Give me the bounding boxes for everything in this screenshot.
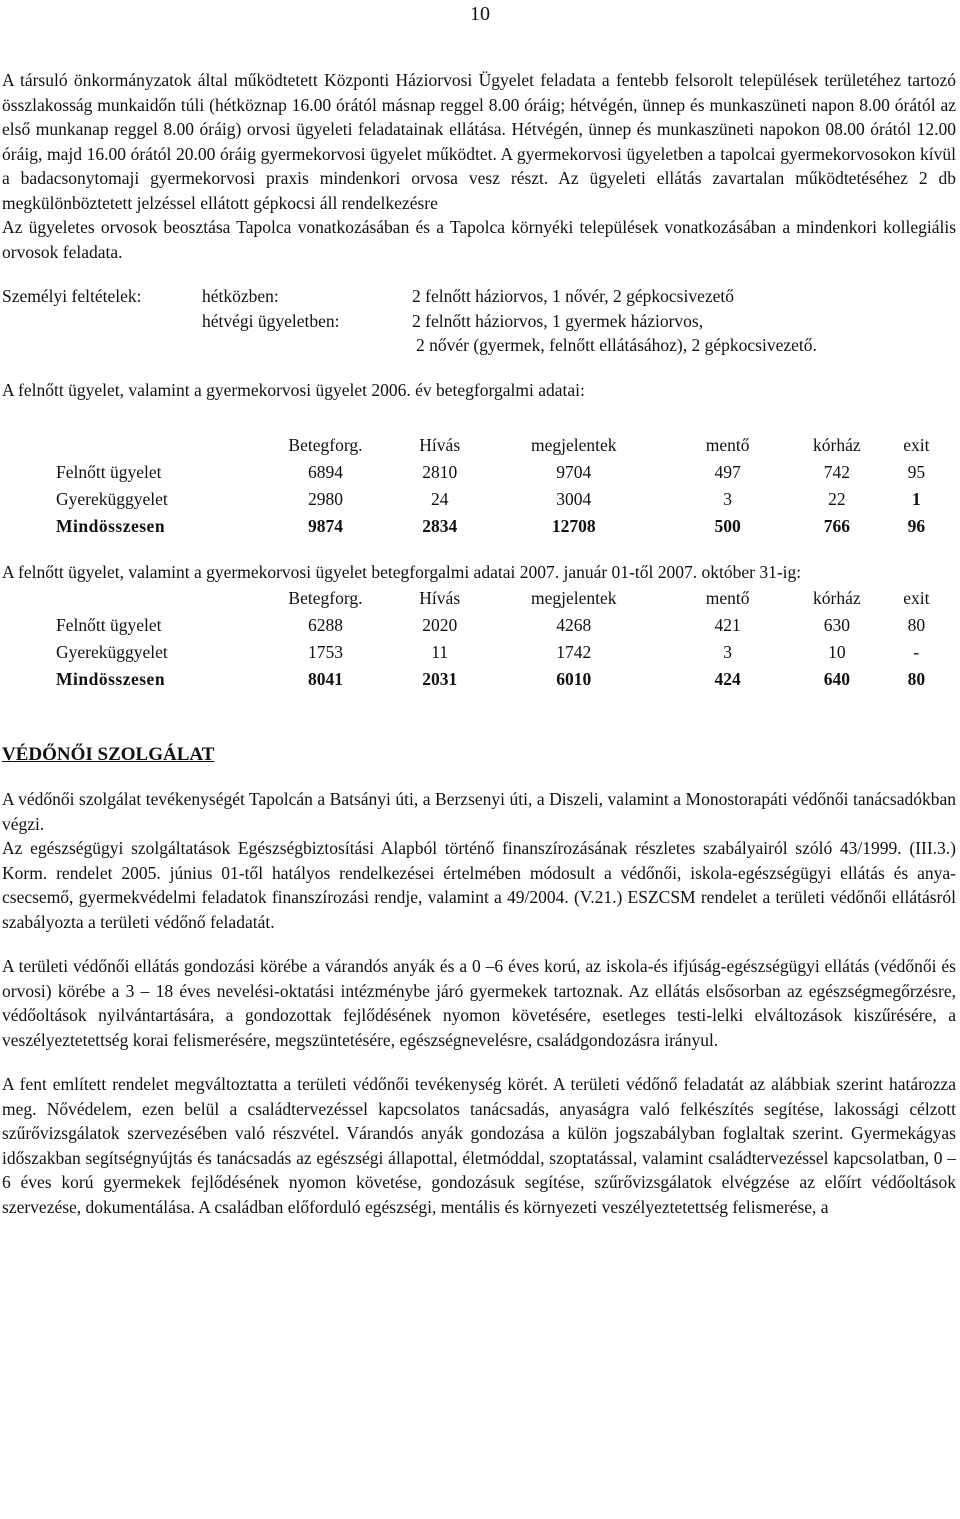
table-cell: 424 — [714, 668, 741, 689]
table-header-row — [56, 585, 956, 612]
table-cell: - — [913, 641, 920, 662]
column-header: exit — [903, 587, 930, 608]
table-cell: 1742 — [556, 641, 592, 662]
table-row — [56, 459, 956, 486]
table-cell: 9704 — [556, 462, 592, 482]
table-cell: 2834 — [422, 516, 458, 536]
row-label: Felnőtt ügyelet — [56, 462, 162, 482]
table-cell: 96 — [907, 516, 926, 536]
table-row — [56, 612, 956, 639]
column-header: Betegforg. — [288, 435, 363, 455]
table-row — [56, 639, 956, 666]
staff-text: 2 felnőtt háziorvos, 1 nővér, 2 gépkocsivezető — [412, 286, 734, 306]
table-cell: 2031 — [422, 668, 458, 689]
table-cell: 4268 — [556, 614, 592, 635]
staff-row — [2, 333, 956, 358]
table-cell: 80 — [907, 668, 926, 689]
table-cell: 3004 — [556, 489, 592, 509]
column-header: Hívás — [419, 587, 461, 608]
table1-caption: A felnőtt ügyelet, valamint a gyermekorvosi ügyelet 2006. év betegforgalmi adatai: — [2, 379, 585, 400]
row-label: Gyereküggyelet — [56, 641, 168, 662]
column-header: Hívás — [419, 435, 461, 455]
table-cell: 12708 — [551, 516, 596, 536]
table-cell: 11 — [431, 641, 449, 662]
staff-section — [2, 284, 956, 358]
body-paragraph: A védőnői szolgálat tevékenységét Tapolcán a Batsányi úti, a Berzsenyi úti, a Diszeli, valamint a Monostorapáti védőnői tanácsadókban végzi. — [2, 789, 956, 834]
stats-table-2006 — [56, 432, 956, 540]
table-total-row — [56, 513, 956, 540]
column-header: mentő — [705, 435, 750, 455]
table-cell: 9874 — [307, 516, 343, 536]
row-label: Gyereküggyelet — [56, 489, 168, 509]
table-cell: 22 — [828, 489, 846, 509]
page-content — [2, 68, 956, 1219]
column-header: megjelentek — [531, 587, 617, 608]
table-cell: 1753 — [307, 641, 343, 662]
table-total-row — [56, 666, 956, 693]
table-cell: 8041 — [307, 668, 343, 689]
page-number: 10 — [470, 3, 490, 25]
column-header: mentő — [705, 587, 750, 608]
staff-row — [2, 309, 956, 334]
column-header: megjelentek — [531, 435, 617, 455]
table-cell: 6288 — [307, 614, 343, 635]
table-cell: 421 — [714, 614, 741, 635]
table-cell: 95 — [907, 462, 926, 482]
table-cell: 3 — [723, 489, 733, 509]
body-paragraph: A fent említett rendelet megváltoztatta a területi védőnői tevékenység körét. A területi védőnő feladatát az alábbiak szerint határozza meg. Nővédelem, ezen belül a családtervezéssel kapcsolatos tanácsadás, anyaságra való felkészítés segítése, lakossági célzott szűrővizsgálatok szervezésében való részvétel. Várandós anyák gondozása a külön jogszabályban foglaltak szerint. Gyermekágyas időszakban segítségnyújtás és tanácsadás az egészségi állapottal, életmóddal, szoptatással, valamint családtervezéssel kapcsolatban, 0 – 6 éves korú gyermekek fejlődésének nyomon követése, gondozásuk segítése, szűrővizsgálatok elvégzése az előírt védőoltások szervezése, dokumentálása. A családban előforduló egészségi, mentális és környezeti veszélyeztetettség felismerése, a — [2, 1074, 956, 1217]
table-cell: 6010 — [556, 668, 592, 689]
staff-text: 2 felnőtt háziorvos, 1 gyermek háziorvos, — [412, 310, 704, 331]
staff-row — [2, 284, 956, 309]
row-label: Mindösszesen — [56, 668, 166, 689]
column-header: Betegforg. — [288, 587, 363, 608]
staff-label: Személyi feltételek: — [2, 286, 142, 306]
stats-table-2007 — [56, 585, 956, 693]
staff-text: 2 nővér (gyermek, felnőtt ellátásához), 2 gépkocsivezető. — [416, 335, 817, 355]
row-label: Felnőtt ügyelet — [56, 614, 162, 635]
staff-when: hétvégi ügyeletben: — [202, 310, 340, 331]
table-cell: 3 — [723, 641, 733, 662]
column-header: kórház — [813, 435, 861, 455]
table-cell: 2810 — [422, 462, 458, 482]
row-label: Mindösszesen — [56, 516, 166, 536]
table-cell: 1 — [911, 489, 921, 509]
table-cell: 24 — [430, 489, 449, 509]
column-header: exit — [903, 435, 930, 455]
body-paragraph: Az egészségügyi szolgáltatások Egészségbiztosítási Alapból történő finanszírozásának részletes szabályairól szóló 43/1999. (III.3.) Korm. rendelet 2005. június 01-től hatályos rendelkezései értelmében módosult a védőnői, iskola-egészségügyi ellátás és anya-csecsemő, gyermekvédelmi feladatok finanszírozási rendje, valamint a 49/2004. (V.21.) ESZCSM rendelet a területi védőnői ellátásról szabályozta a területi védőnő feladatát. — [2, 838, 956, 932]
table-header-row — [56, 432, 956, 459]
table-cell: 80 — [907, 614, 926, 635]
section-heading: VÉDŐNŐI SZOLGÁLAT — [2, 743, 215, 765]
body-paragraph: A területi védőnői ellátás gondozási körébe a várandós anyák és a 0 –6 éves korú, az iskola-és ifjúság-egészségügyi ellátás (védőnői és orvosi) körébe a 3 – 18 éves nevelési-oktatási intézménybe járó gyermekek tartoznak. Az ellátás elsősorban az egészségmegőrzésre, védőoltások nyilvántartására, a gondozottak fejlődésének nyomon követésére, esetleges testi-lelki elváltozások kiszűrésére, a veszélyeztetettség korai felismerésére, megszüntetésére, egészségnevelésre, családgondozásra irányul. — [2, 956, 956, 1050]
table-cell: 766 — [823, 516, 850, 536]
table-cell: 500 — [714, 516, 741, 536]
table2-caption: A felnőtt ügyelet, valamint a gyermekorvosi ügyelet betegforgalmi adatai 2007. január 01-től 2007. október 31-ig: — [2, 562, 802, 582]
table-cell: 2020 — [422, 614, 458, 635]
table-cell: 2980 — [307, 489, 343, 509]
table-cell: 6894 — [307, 462, 343, 482]
intro-paragraph-2: Az ügyeletes orvosok beosztása Tapolca vonatkozásában és a Tapolca környéki települések vonatkozásában a mindenkori kollegiális orvosok feladata. — [2, 217, 956, 262]
intro-paragraph: A társuló önkormányzatok által működtetett Központi Háziorvosi Ügyelet feladata a fentebb felsorolt települések területéhez tartozó összlakosság munkaidőn túli (hétköznap 16.00 órától másnap reggel 8.00 óráig; hétvégén, ünnep és munkaszüneti napon 8.00 órától az első munkanap reggel 8.00 óráig) orvosi ügyeleti feladatainak ellátása. Hétvégén, ünnep és munkaszüneti napokon 08.00 órától 12.00 óráig, majd 16.00 órától 20.00 óráig gyermekorvosi ügyelet működtet. A gyermekorvosi ügyeletben a tapolcai gyermekorvosokon kívül a badacsonytomaji gyermekorvosi praxis mindenkori orvosa vesz részt. Az ügyeleti ellátás zavartalan működtetéséhez 2 db megkülönböztetett jelzéssel ellátott gépkocsi áll rendelkezésre — [2, 70, 956, 213]
table-cell: 742 — [823, 462, 850, 482]
table-cell: 497 — [714, 462, 741, 482]
table-cell: 630 — [823, 614, 850, 635]
column-header: kórház — [813, 587, 861, 608]
table-row — [56, 486, 956, 513]
table-cell: 640 — [823, 668, 850, 689]
table-cell: 10 — [828, 641, 846, 662]
staff-when: hétközben: — [202, 286, 279, 306]
